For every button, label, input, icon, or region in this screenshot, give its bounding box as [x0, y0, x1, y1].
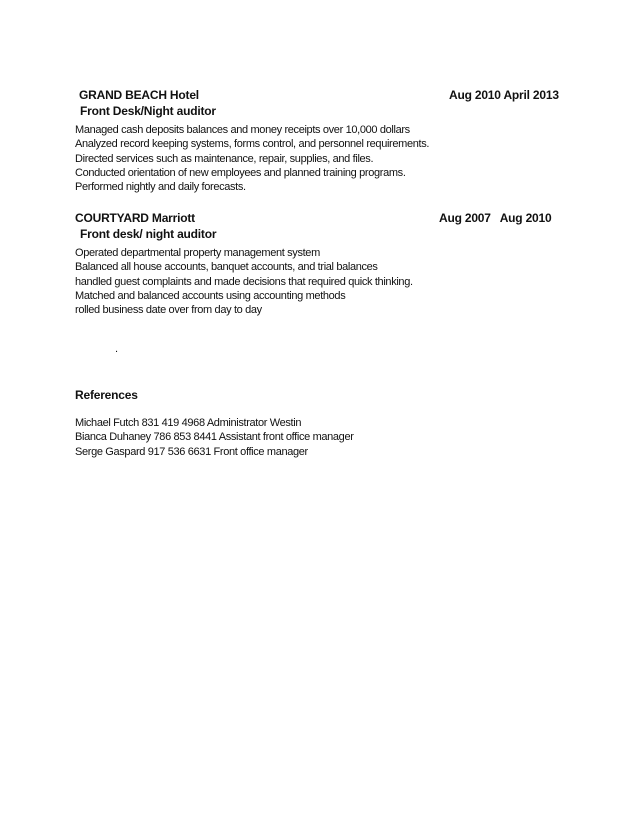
job-duty-line: Matched and balanced accounts using accounting methods [75, 289, 346, 302]
job-duty-line: Balanced all house accounts, banquet accounts, and trial balances [75, 261, 378, 274]
reference-entry: Michael Futch 831 419 4968 Administrator Westin [75, 417, 302, 429]
job-title: Front Desk/Night auditor [80, 104, 216, 118]
job-duty-line: Managed cash deposits balances and money receipts over 10,000 dollars [75, 124, 410, 136]
job-duty-line: rolled business date over from day to day [75, 304, 262, 317]
reference-entry: Serge Gaspard 917 536 6631 Front office manager [75, 445, 308, 458]
job-duty-line: Operated departmental property management system [75, 247, 320, 259]
job-duty-line: Performed nightly and daily forecasts. [75, 181, 246, 194]
job-duty-line: Analyzed record keeping systems, forms control, and personnel requirements. [75, 138, 430, 151]
job-duties-list [75, 123, 429, 194]
reference-entry: Bianca Duhaney 786 853 8441 Assistant front office manager [75, 431, 354, 444]
references-list [75, 416, 354, 459]
job-duties-list [75, 246, 413, 317]
employer-name: GRAND BEACH Hotel [79, 88, 199, 102]
job-duty-line: Directed services such as maintenance, repair, supplies, and files. [75, 152, 374, 165]
job-title: Front desk/ night auditor [80, 227, 217, 241]
job-duty-line: Conducted orientation of new employees and planned training programs. [75, 166, 406, 179]
employment-dates: Aug 2007 Aug 2010 [439, 211, 552, 225]
references-heading: References [75, 388, 138, 402]
employer-name: COURTYARD Marriott [75, 211, 195, 225]
stray-period-mark: . [115, 343, 118, 355]
job-duty-line: handled guest complaints and made decisions that required quick thinking. [75, 275, 413, 288]
employment-dates: Aug 2010 April 2013 [449, 88, 559, 102]
